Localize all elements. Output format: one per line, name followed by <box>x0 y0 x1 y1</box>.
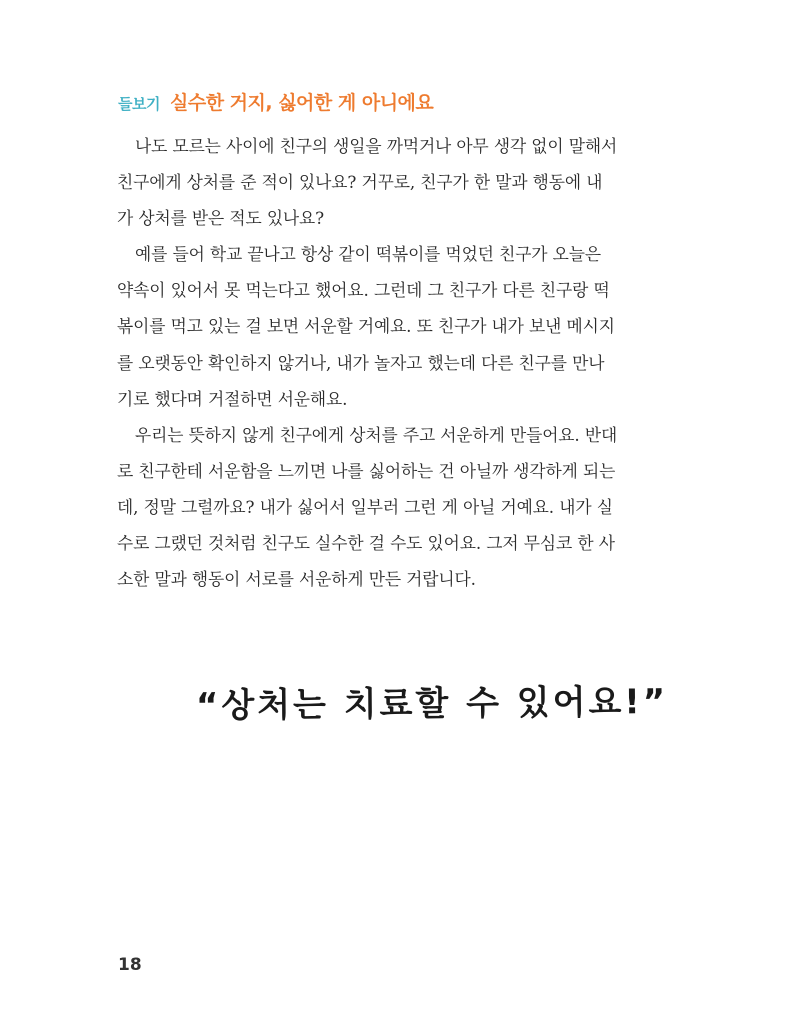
heading-tag: 들보기 <box>118 95 160 113</box>
text-line: 약속이 있어서 못 먹는다고 했어요. 그런데 그 친구가 다른 친구랑 떡 <box>117 280 610 301</box>
text-line: 친구에게 상처를 준 적이 있나요? 거꾸로, 친구가 한 말과 행동에 내 <box>117 172 603 193</box>
text-line: 기로 했다며 거절하면 서운해요. <box>117 388 348 409</box>
body-text <box>117 128 685 597</box>
text-line: 수로 그랬던 것처럼 친구도 실수한 걸 수도 있어요. 그저 무심코 한 사 <box>117 533 615 554</box>
handwritten-quote: “상처는 치료할 수 있어요!” <box>195 681 669 727</box>
text-line: 나도 모르는 사이에 친구의 생일을 까먹거나 아무 생각 없이 말해서 <box>135 136 618 156</box>
text-line: 소한 말과 행동이 서로를 서운하게 만든 거랍니다. <box>117 569 476 590</box>
text-line: 가 상처를 받은 적도 있나요? <box>117 208 325 229</box>
section-heading <box>118 88 433 115</box>
text-line: 데, 정말 그럴까요? 내가 싫어서 일부러 그런 게 아닐 거예요. 내가 실 <box>117 496 613 517</box>
text-line: 로 친구한테 서운함을 느끼면 나를 싫어하는 건 아닐까 생각하게 되는 <box>117 460 616 481</box>
text-line: 예를 들어 학교 끝나고 항상 같이 떡볶이를 먹었던 친구가 오늘은 <box>135 244 601 265</box>
text-line: 우리는 뜻하지 않게 친구에게 상처를 주고 서운하게 만들어요. 반대 <box>135 424 618 445</box>
text-line: 볶이를 먹고 있는 걸 보면 서운할 거예요. 또 친구가 내가 보낸 메시지 <box>117 316 615 337</box>
page-number: 18 <box>118 955 142 975</box>
heading-title: 실수한 거지, 싫어한 게 아니에요 <box>169 92 434 114</box>
text-line: 를 오랫동안 확인하지 않거나, 내가 놀자고 했는데 다른 친구를 만나 <box>117 352 605 373</box>
